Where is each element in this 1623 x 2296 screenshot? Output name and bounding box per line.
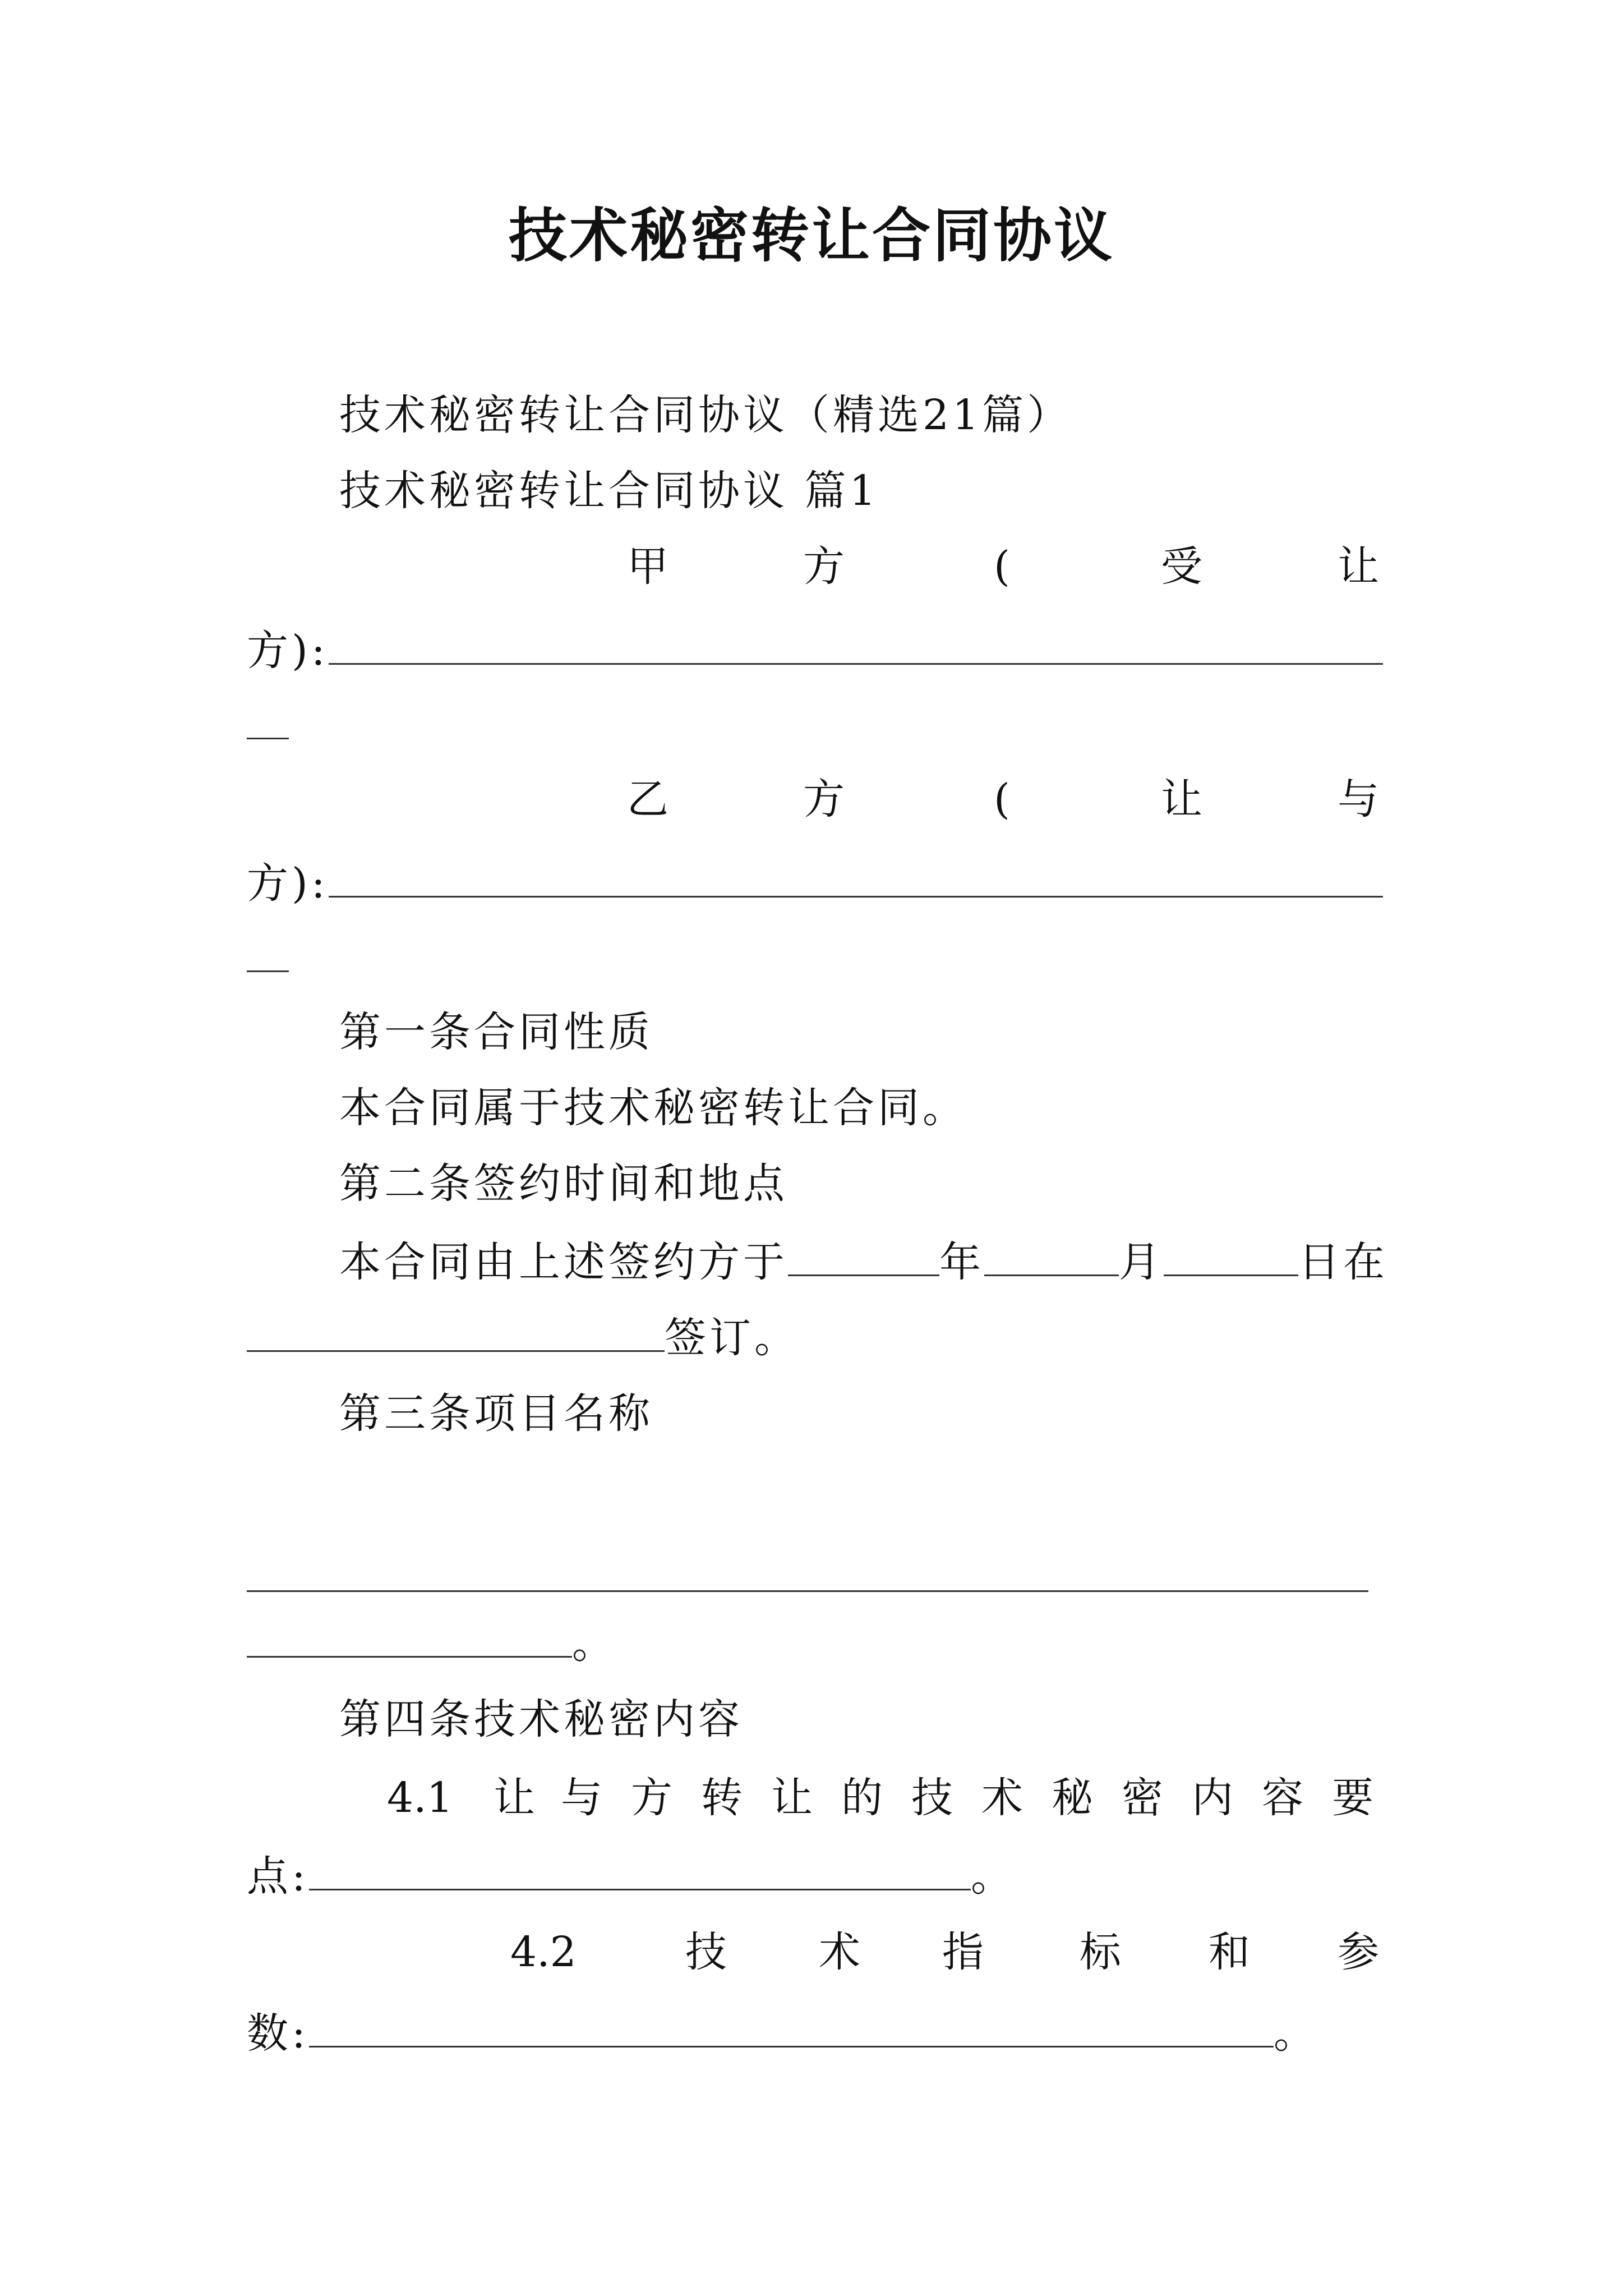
article-4-2-char: 指 — [942, 1928, 984, 1976]
article-4-1-char: 方 — [631, 1774, 672, 1822]
article-4-1-blank — [309, 1852, 971, 1890]
article-4-2-field — [247, 2005, 1318, 2062]
party-a-label: 方): — [247, 627, 329, 675]
article-4-1-end: 。 — [970, 1852, 1016, 1901]
project-name-blank-1 — [247, 1590, 1368, 1592]
party-a-char: 方 — [803, 542, 845, 591]
party-b-char: 方 — [803, 775, 845, 823]
article-4-1-char: 让 — [494, 1774, 535, 1822]
article-4-title: 第四条技术秘密内容 — [339, 1695, 743, 1743]
article-4-1-char: 与 — [561, 1774, 602, 1822]
subtitle: 技术秘密转让合同协议（精选21篇） — [339, 391, 1072, 439]
article-4-1-char: 要 — [1332, 1774, 1373, 1822]
article-4-2-blank — [309, 2009, 1274, 2047]
article-3-end: 。 — [572, 1619, 617, 1668]
party-b-char: 让 — [1161, 775, 1202, 823]
section-heading: 技术秘密转让合同协议 篇1 — [339, 467, 879, 515]
article-4-1-char: 技 — [911, 1774, 953, 1822]
article-2-place — [247, 1310, 799, 1366]
article-4-2-char: 4.2 — [510, 1928, 577, 1976]
party-a-char: 受 — [1161, 542, 1202, 591]
article-2-prefix: 本合同由上述签约方于 — [339, 1238, 788, 1286]
article-1-title: 第一条合同性质 — [339, 1008, 653, 1056]
party-b-char: 乙 — [627, 775, 668, 823]
article-2-body — [339, 1234, 1388, 1290]
article-4-1-label: 点: — [247, 1852, 309, 1901]
document-title: 技术秘密转让合同协议 — [508, 201, 1114, 270]
party-a-char: 甲 — [627, 542, 668, 591]
article-4-1-char: 让 — [771, 1774, 813, 1822]
article-2-title: 第二条签约时间和地点 — [339, 1159, 788, 1208]
article-4-2-label: 数: — [247, 2009, 309, 2058]
article-4-2-char: 术 — [819, 1928, 860, 1976]
party-a-blank — [329, 626, 1383, 665]
article-3-name — [247, 1616, 617, 1672]
article-4-1-char: 密 — [1122, 1774, 1163, 1822]
article-2-suffix: 签订。 — [665, 1314, 799, 1362]
article-4-1-char: 容 — [1262, 1774, 1303, 1822]
party-b-blank-tail — [247, 970, 289, 972]
party-b-label: 方): — [247, 859, 329, 908]
party-a-char: 让 — [1338, 542, 1379, 591]
project-name-blank-2 — [247, 1619, 572, 1658]
month-label: 月 — [1119, 1238, 1164, 1286]
article-4-1-char: 转 — [701, 1774, 743, 1822]
article-4-1-char: 术 — [981, 1774, 1023, 1822]
article-4-1-char: 秘 — [1052, 1774, 1093, 1822]
article-4-2-char: 技 — [685, 1928, 727, 1976]
article-4-2-char: 和 — [1209, 1928, 1250, 1976]
year-blank — [788, 1237, 939, 1276]
article-1-body: 本合同属于技术秘密转让合同。 — [339, 1084, 967, 1132]
month-blank — [984, 1237, 1119, 1276]
article-3-title: 第三条项目名称 — [339, 1389, 653, 1438]
party-a-blank-tail — [247, 738, 289, 739]
article-4-1-char: 内 — [1192, 1774, 1233, 1822]
place-blank — [247, 1313, 665, 1352]
article-4-2-char: 标 — [1080, 1928, 1121, 1976]
party-a-field — [247, 623, 1383, 679]
year-label: 年 — [939, 1238, 984, 1286]
article-4-1-char: 的 — [841, 1774, 883, 1822]
article-4-1-char: 4.1 — [387, 1774, 453, 1822]
article-4-2-char: 参 — [1338, 1928, 1379, 1976]
article-4-1-field — [247, 1848, 1016, 1904]
party-b-blank — [329, 859, 1383, 898]
party-b-char: ( — [994, 775, 1010, 823]
article-4-2-end: 。 — [1273, 2009, 1318, 2058]
party-b-field — [247, 855, 1383, 912]
day-label: 日在 — [1298, 1238, 1388, 1286]
party-b-char: 与 — [1338, 775, 1379, 823]
day-blank — [1164, 1237, 1298, 1276]
party-a-char: ( — [994, 542, 1010, 591]
